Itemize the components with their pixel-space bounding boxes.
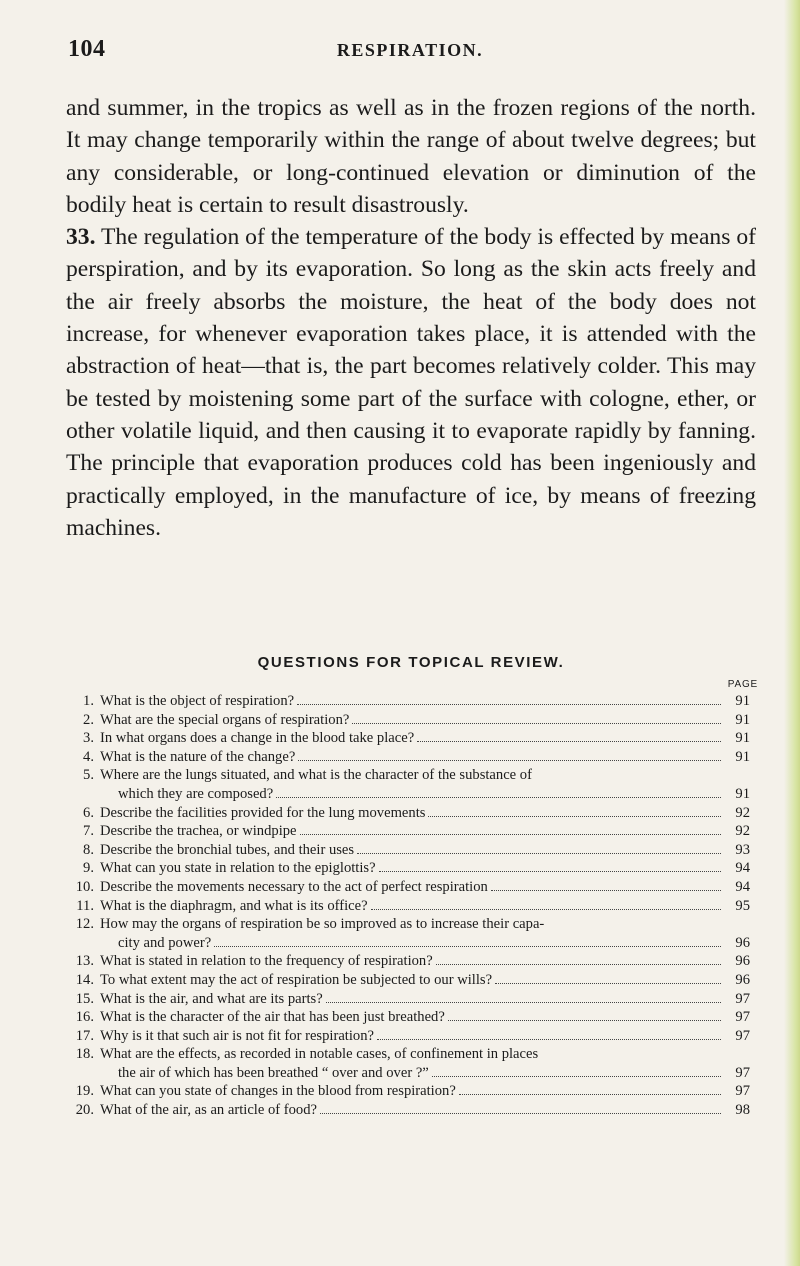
question-text: What are the special organs of respiration? (100, 711, 350, 728)
dot-leader (297, 704, 721, 705)
dot-leader (352, 723, 721, 724)
question-number: 7. (83, 823, 94, 840)
question-item (62, 1082, 750, 1101)
question-number: 17. (75, 1027, 94, 1044)
question-text: Describe the facilities provided for the lung movements (100, 804, 426, 821)
dot-leader (214, 946, 721, 947)
question-number: 4. (83, 748, 94, 765)
question-item (62, 711, 750, 730)
page-edge (784, 0, 800, 1266)
dot-leader (417, 741, 721, 742)
dot-leader (320, 1113, 721, 1114)
question-item (62, 804, 750, 823)
question-text: What is stated in relation to the frequency of respiration? (100, 953, 433, 970)
question-text: Describe the bronchial tubes, and their uses (100, 841, 355, 858)
dot-leader (436, 964, 721, 965)
dot-leader (432, 1076, 721, 1077)
question-number: 11. (76, 897, 94, 914)
question-number: 10. (75, 878, 94, 895)
question-number: 13. (75, 953, 94, 970)
question-page-ref: 96 (735, 971, 750, 988)
question-item (62, 1101, 750, 1120)
question-text: What is the diaphragm, and what is its office? (100, 897, 368, 914)
question-item (62, 990, 750, 1009)
question-number: 9. (83, 860, 94, 877)
dot-leader (377, 1039, 721, 1040)
dot-leader (428, 816, 721, 817)
question-item (62, 1008, 750, 1027)
question-item (62, 692, 750, 711)
paragraph-2 (66, 221, 756, 544)
paragraph-1: and summer, in the tropics as well as in the frozen regions of the north. It may change temporarily within the range of about twelve degrees; but any considerable, or long-continued elevation or diminution of the bodily heat is certain to result disastrously. (66, 95, 756, 218)
question-number: 6. (83, 804, 94, 821)
dot-leader (379, 871, 721, 872)
question-page-ref: 91 (735, 711, 750, 728)
question-item (62, 822, 750, 841)
question-page-ref: 91 (735, 748, 750, 765)
dot-leader (276, 797, 721, 798)
question-item (62, 748, 750, 767)
question-item (62, 1045, 750, 1082)
question-page-ref: 91 (735, 785, 750, 802)
question-number: 14. (75, 971, 94, 988)
question-text: Describe the trachea, or windpipe (100, 823, 297, 840)
question-number: 20. (75, 1102, 94, 1119)
question-text: which they are composed? (118, 785, 274, 802)
question-text: city and power? (118, 934, 212, 951)
question-number: 2. (83, 711, 94, 728)
dot-leader (448, 1020, 721, 1021)
question-item (62, 729, 750, 748)
question-number: 5. (83, 767, 94, 784)
paragraph-2-text: The regulation of the temperature of the body is effected by means of perspiration, and by its evaporation. So long as the skin acts freely and the air freely absorbs the moisture, the heat of the body does not increase, for whenever evaporation takes place, it is attended with the abstraction of heat—that is, the part becomes relatively colder. This may be tested by moistening some part of the surface with cologne, ether, or other volatile liquid, and then causing it to evaporate rapidly by fanning. The principle that evaporation produces cold has been ingeniously and practically employed, in the manufacture of ice, by means of freezing machines. (66, 224, 756, 541)
dot-leader (371, 909, 721, 910)
question-page-ref: 96 (735, 934, 750, 951)
question-page-ref: 97 (735, 1027, 750, 1044)
question-page-ref: 96 (735, 953, 750, 970)
question-page-ref: 92 (735, 804, 750, 821)
question-item (62, 915, 750, 952)
dot-leader (326, 1002, 721, 1003)
question-text: Describe the movements necessary to the act of perfect respiration (100, 878, 488, 895)
page-column-label: PAGE (727, 679, 758, 690)
question-page-ref: 91 (735, 730, 750, 747)
question-text: In what organs does a change in the blood take place? (100, 730, 415, 747)
dot-leader (495, 983, 721, 984)
question-number: 19. (75, 1083, 94, 1100)
question-text: What is the air, and what are its parts? (100, 990, 323, 1007)
question-text: To what extent may the act of respiration be subjected to our wills? (100, 971, 493, 988)
question-text: What is the object of respiration? (100, 693, 295, 709)
question-number: 1. (83, 693, 94, 709)
dot-leader (491, 890, 721, 891)
question-number: 12. (75, 916, 94, 933)
question-number: 18. (75, 1046, 94, 1063)
question-page-ref: 93 (735, 841, 750, 858)
question-page-ref: 97 (735, 1009, 750, 1026)
question-text: What is the nature of the change? (100, 748, 296, 765)
question-text: What can you state of changes in the blood from respiration? (100, 1083, 456, 1100)
question-text: What of the air, as an article of food? (100, 1102, 318, 1119)
question-number: 3. (83, 730, 94, 747)
question-item (62, 971, 750, 990)
question-item (62, 841, 750, 860)
question-page-ref: 97 (735, 990, 750, 1007)
question-page-ref: 97 (735, 1064, 750, 1081)
dot-leader (298, 760, 721, 761)
question-page-ref: 97 (735, 1083, 750, 1100)
body-text (66, 92, 756, 544)
question-page-ref: 92 (735, 823, 750, 840)
page-header (68, 36, 752, 66)
question-item (62, 897, 750, 916)
question-item (62, 952, 750, 971)
question-page-ref: 98 (735, 1102, 750, 1119)
question-item (62, 859, 750, 878)
question-number: 16. (75, 1009, 94, 1026)
question-text: the air of which has been breathed “ over and over ?” (118, 1064, 429, 1081)
question-text: What is the character of the air that has been just breathed? (100, 1009, 445, 1026)
question-text: How may the organs of respiration be so improved as to increase their capa- (100, 916, 545, 933)
question-item (62, 766, 750, 803)
question-page-ref: 91 (735, 693, 750, 709)
questions-list (62, 692, 750, 1120)
dot-leader (300, 834, 721, 835)
review-title: QUESTIONS FOR TOPICAL REVIEW. (257, 654, 565, 671)
question-item (62, 1027, 750, 1046)
question-page-ref: 95 (735, 897, 750, 914)
question-item (62, 878, 750, 897)
running-head: RESPIRATION. (336, 40, 484, 60)
question-page-ref: 94 (735, 878, 750, 895)
question-text: What are the effects, as recorded in notable cases, of confinement in places (100, 1046, 539, 1063)
question-page-ref: 94 (735, 860, 750, 877)
dot-leader (459, 1094, 721, 1095)
section-number: 33. (66, 224, 96, 251)
question-text: What can you state in relation to the epiglottis? (100, 860, 376, 877)
question-number: 15. (75, 990, 94, 1007)
question-text: Where are the lungs situated, and what is the character of the substance of (100, 767, 532, 784)
page-number: 104 (68, 36, 106, 62)
question-number: 8. (83, 841, 94, 858)
dot-leader (357, 853, 721, 854)
question-text: Why is it that such air is not fit for respiration? (100, 1027, 374, 1044)
